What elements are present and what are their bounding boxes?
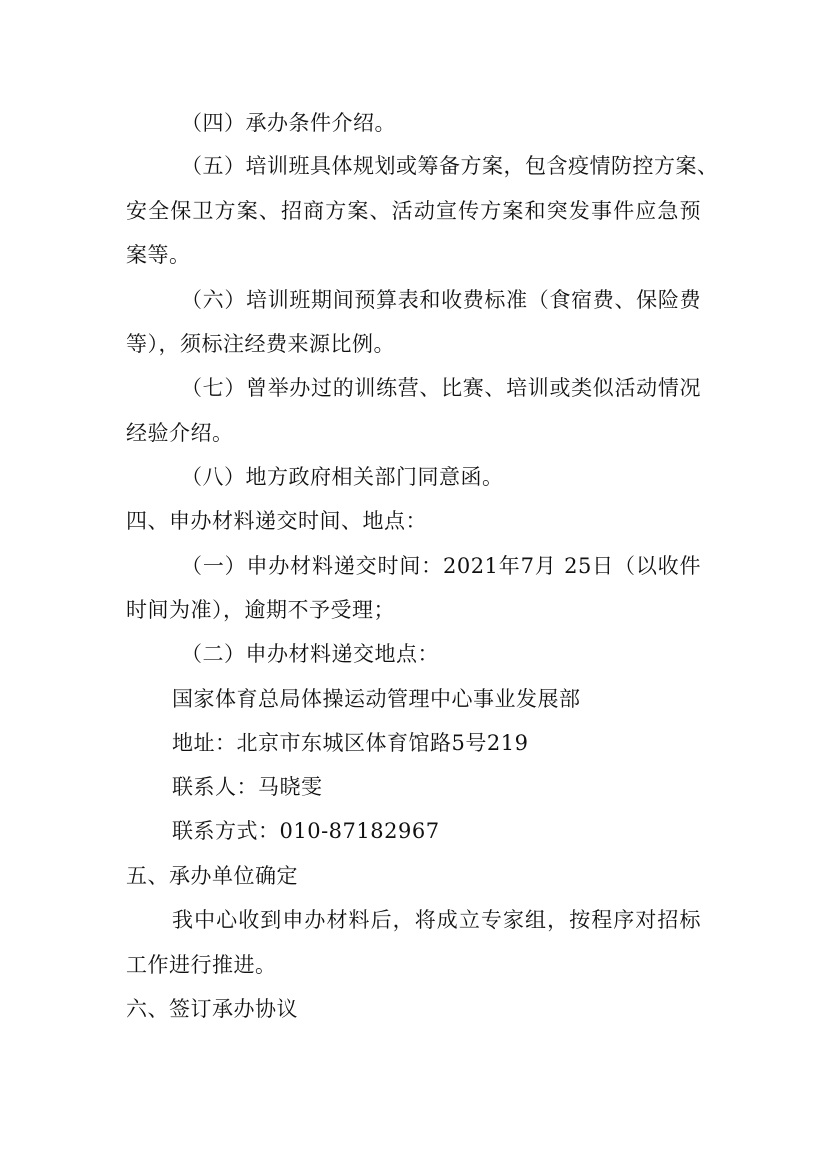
section-five-body: 我中心收到申办材料后，将成立专家组，按程序对招标 bbox=[172, 908, 701, 932]
item-six-budget-cont: 等），须标注经费来源比例。 bbox=[126, 332, 395, 356]
item-six-budget: （六）培训班期间预算表和收费标准（食宿费、保险费 bbox=[181, 288, 701, 312]
contact-phone: 联系方式：010-87182967 bbox=[172, 819, 440, 843]
item-five-plan-cont-1: 安全保卫方案、招商方案、活动宣传方案和突发事件应急预 bbox=[126, 199, 701, 223]
section-five-heading: 五、承办单位确定 bbox=[126, 864, 298, 888]
submission-time: （一）申办材料递交时间：2021年7月 25日（以收件 bbox=[181, 554, 701, 578]
submission-time-cont: 时间为准），逾期不予受理； bbox=[126, 598, 395, 622]
item-four-conditions: （四）承办条件介绍。 bbox=[181, 111, 396, 135]
address-line: 地址：北京市东城区体育馆路5号219 bbox=[172, 731, 529, 755]
item-five-plan: （五）培训班具体规划或筹备方案，包含疫情防控方案、 bbox=[181, 154, 719, 178]
item-seven-experience-cont: 经验介绍。 bbox=[126, 421, 234, 445]
item-five-plan-cont-2: 案等。 bbox=[126, 243, 191, 267]
contact-person: 联系人：马晓雯 bbox=[172, 775, 323, 799]
item-eight-approval: （八）地方政府相关部门同意函。 bbox=[181, 465, 504, 489]
section-four-heading: 四、申办材料递交时间、地点： bbox=[126, 509, 427, 533]
receiving-department: 国家体育总局体操运动管理中心事业发展部 bbox=[172, 687, 581, 711]
section-five-body-cont: 工作进行推进。 bbox=[126, 953, 277, 977]
item-seven-experience: （七）曾举办过的训练营、比赛、培训或类似活动情况 bbox=[181, 376, 701, 400]
submission-place-heading: （二）申办材料递交地点： bbox=[181, 642, 439, 666]
section-six-heading: 六、签订承办协议 bbox=[126, 997, 298, 1021]
